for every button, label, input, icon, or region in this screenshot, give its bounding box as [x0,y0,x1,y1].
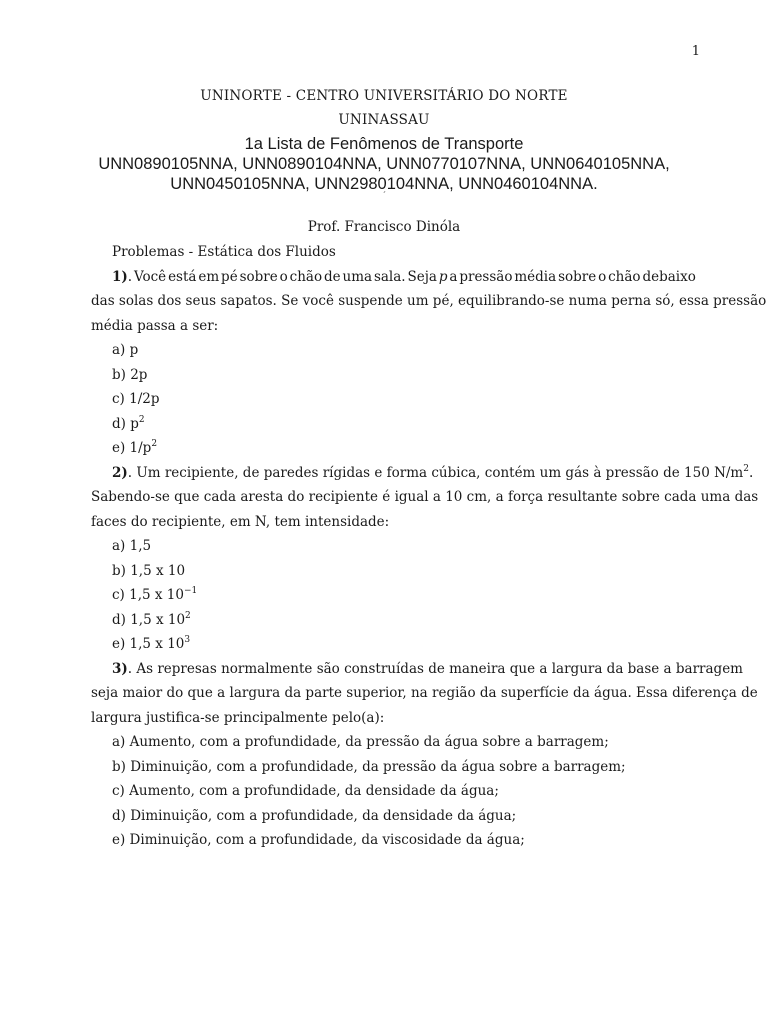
q1-option-a: a) p [112,342,139,358]
q1-option-e [91,436,696,461]
q1-word: chão [289,268,323,285]
q1-word: debaixo [642,268,696,285]
q1-option-c: c) 1/2p [112,391,160,407]
q1-word: uma [342,268,373,285]
q3-line-2: seja maior do que a largura da parte superior, na região da superfície da água. Essa diferença de [91,685,758,701]
q1-word: pressão [459,268,513,285]
document-header [0,86,768,235]
q1-word: está [168,268,197,285]
sub-institution-name: UNINASSAU [338,112,430,128]
q2-option-e [91,632,696,657]
q1-word: o [279,268,288,285]
q1-word: média [514,268,557,285]
stray-mark: ´ [381,192,387,202]
q1-word: em [198,268,220,285]
q2-line-1: 2). Um recipiente, de paredes rígidas e forma cúbica, contém um gás à pressão de 150 $N/m^2$. [112,463,754,481]
q1-word: pé [221,268,238,285]
q1-line-3: média passa a ser: [91,317,219,334]
q2-option-d-text: d) 1,5 x 10 [112,611,186,628]
q1-option-d [91,412,696,437]
q1-option-d-text: d) p [112,415,139,432]
q2-line-1-text: Um recipiente, de paredes rígidas e forma cúbica, contém um gás à pressão de 150 N/m [136,464,744,481]
q2-option-a: a) 1,5 [112,538,152,554]
q1-word: a [449,268,458,285]
q3-line-1-text: As represas normalmente são construídas de maneira que a largura da base a barragem [136,660,743,677]
q2-line-1-end: . [748,464,754,481]
q2-option-c [91,583,696,608]
professor-name: Prof. Francisco Dinóla [307,219,461,235]
section-title: Problemas - Estática dos Fluidos [112,244,336,260]
q3-option-c: c) Aumento, com a profundidade, da densidade da água; [112,783,499,799]
q1-word: sobre [558,268,597,285]
q1-line-2: das solas dos seus sapatos. Se você suspende um pé, equilibrando-se numa perna só, essa pressão [91,293,767,309]
q1-word: Seja [407,268,437,285]
q1-word: Você [133,268,167,285]
list-title: 1a Lista de Fenômenos de Transporte [244,135,524,153]
q3-line-3: largura justifica-se principalmente pelo(a): [91,709,385,726]
course-codes-line-2: UNN0450105NNA, UNN2980104NNA, UNN0460104NNA. [170,175,598,193]
q2-option-c-text: c) 1,5 x 10 [112,587,184,603]
q1-line-1 [91,265,696,290]
q1-word: o [598,268,607,285]
q1-word-variable: p [438,268,448,285]
page-number: 1 [691,44,700,59]
q3-option-a: a) Aumento, com a profundidade, da pressão da água sobre a barragem; [112,734,609,750]
problem-list [91,240,767,853]
q2-option-d-exponent: 2 [185,610,191,621]
q3-option-e: e) Diminuição, com a profundidade, da viscosidade da água; [112,832,525,848]
q2-unit-exponent: 2 [743,463,749,474]
q3-line-1: 3). As represas normalmente são construídas de maneira que a largura da base a barragem [112,660,743,677]
q3-option-d: d) Diminuição, com a profundidade, da densidade da água; [112,807,517,824]
q2-option-e-exponent: 3 [184,635,191,645]
course-codes-line-1: UNN0890105NNA, UNN0890104NNA, UNN0770107NNA, UNN0640105NNA, [98,155,670,173]
q1-word: chão [608,268,641,285]
q1-word: sala. [373,268,406,285]
q2-line-2: Sabendo-se que cada aresta do recipiente é igual a 10 cm, a força resultante sobre cada uma das [91,489,759,505]
q1-option-b: b) 2p [112,366,148,383]
q2-option-e-text: e) 1,5 x 10 [112,636,185,652]
q1-word: de [323,268,341,285]
q1-option-e-text: e) 1/p [112,440,152,456]
institution-name: UNINORTE - CENTRO UNIVERSITÁRIO DO NORTE [200,88,568,104]
q2-option-c-exponent: −1 [183,586,198,596]
q1-lead: 1). [112,268,133,285]
q1-option-e-exponent: 2 [151,439,158,449]
q2-line-3: faces do recipiente, em N, tem intensidade: [91,513,390,530]
q2-number: 2) [112,464,128,481]
q1-word: sobre [239,268,278,285]
q3-number: 3) [112,660,128,677]
q1-number: 1) [112,268,128,285]
q2-option-b: b) 1,5 x 10 [112,562,186,579]
q1-option-d-exponent: 2 [138,414,145,425]
q2-option-d [91,608,696,633]
q3-option-b: b) Diminuição, com a profundidade, da pressão da água sobre a barragem; [112,758,626,775]
